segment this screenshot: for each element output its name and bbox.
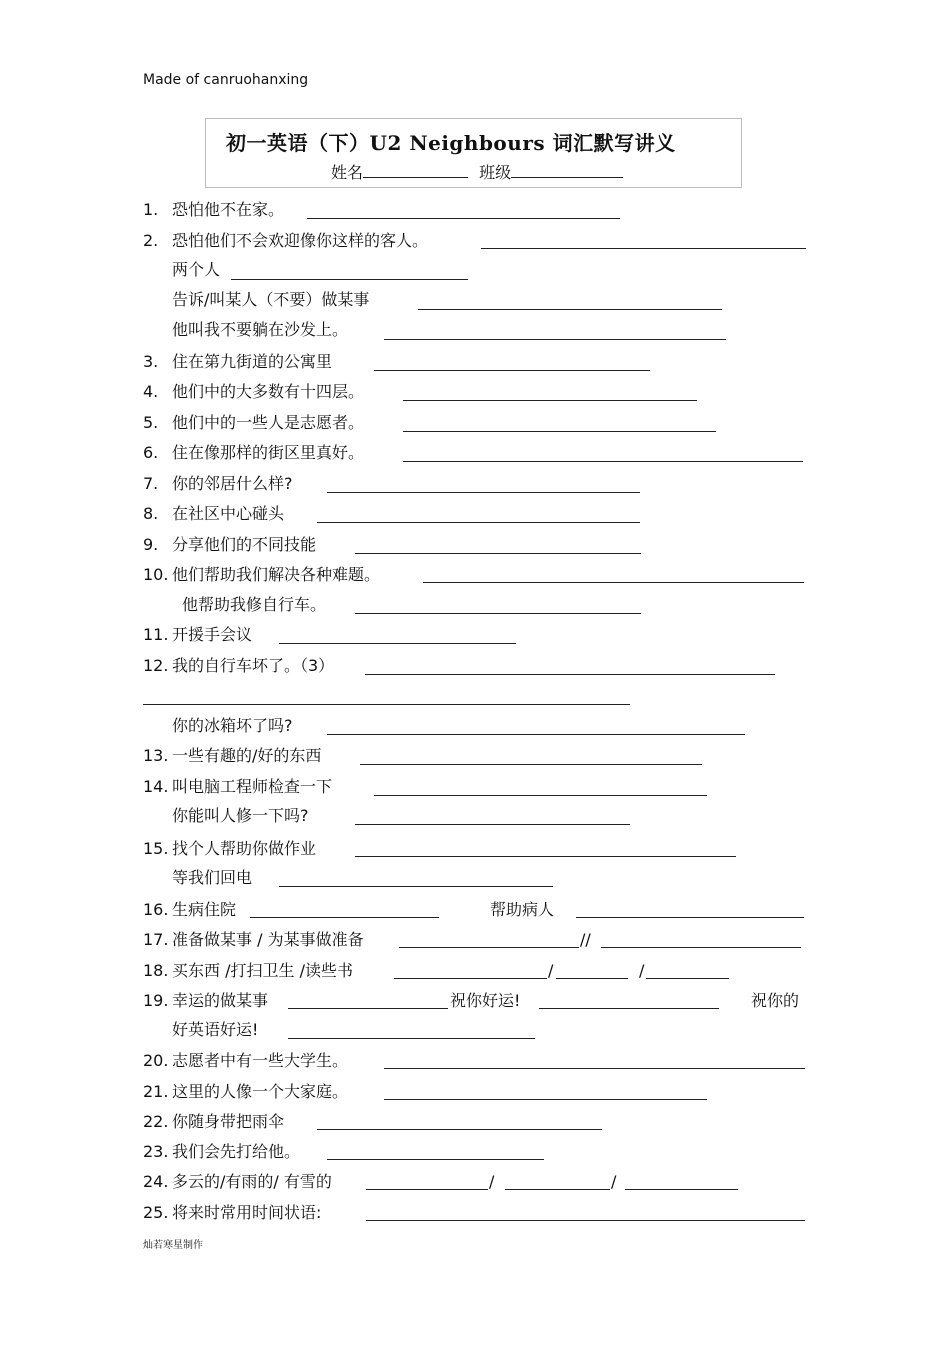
- answer-line[interactable]: [231, 279, 468, 280]
- item-number: 15.: [143, 839, 169, 858]
- answer-line[interactable]: [399, 947, 579, 948]
- item-number: 1.: [143, 200, 159, 219]
- item-prompt: 叫电脑工程师检查一下: [172, 777, 333, 796]
- item-prompt: 多云的/有雨的/ 有雪的: [172, 1172, 332, 1191]
- separator: //: [580, 930, 591, 949]
- answer-line[interactable]: [327, 1159, 544, 1160]
- answer-line[interactable]: [355, 856, 736, 857]
- item-number: 16.: [143, 900, 169, 919]
- item-prompt: 他们中的大多数有十四层。: [172, 382, 365, 401]
- item-prompt: 两个人: [172, 260, 221, 279]
- answer-line[interactable]: [355, 824, 630, 825]
- answer-line[interactable]: [288, 1038, 535, 1039]
- item-prompt: 我们会先打给他。: [172, 1142, 301, 1161]
- answer-line[interactable]: [384, 1068, 805, 1069]
- item-prompt: 告诉/叫某人（不要）做某事: [172, 290, 370, 309]
- answer-line[interactable]: [355, 613, 641, 614]
- answer-line[interactable]: [288, 1008, 448, 1009]
- item-number: 2.: [143, 231, 159, 250]
- item-number: 20.: [143, 1051, 169, 1070]
- answer-line[interactable]: [423, 582, 804, 583]
- answer-line[interactable]: [403, 431, 716, 432]
- answer-line[interactable]: [556, 978, 628, 979]
- item-prompt: 这里的人像一个大家庭。: [172, 1082, 349, 1101]
- item-number: 25.: [143, 1203, 169, 1222]
- item-prompt: 生病住院: [172, 900, 237, 919]
- separator: /: [611, 1172, 617, 1191]
- answer-line[interactable]: [374, 370, 650, 371]
- item-prompt: 志愿者中有一些大学生。: [172, 1051, 349, 1070]
- answer-line[interactable]: [279, 643, 516, 644]
- item-number: 13.: [143, 746, 169, 765]
- item-prompt: 分享他们的不同技能: [172, 535, 317, 554]
- item-prompt: 他们帮助我们解决各种难题。: [172, 565, 381, 584]
- item-number: 5.: [143, 413, 159, 432]
- item-prompt: 住在第九街道的公寓里: [172, 352, 333, 371]
- item-prompt: 他们中的一些人是志愿者。: [172, 413, 365, 432]
- answer-line[interactable]: [279, 886, 553, 887]
- answer-line[interactable]: [601, 947, 801, 948]
- answer-line[interactable]: [143, 704, 630, 705]
- answer-line[interactable]: [360, 764, 702, 765]
- answer-line[interactable]: [384, 1099, 707, 1100]
- separator: /: [639, 961, 645, 980]
- item-prompt: 恐怕他们不会欢迎像你这样的客人。: [172, 231, 429, 250]
- name-label: 姓名: [331, 163, 364, 182]
- answer-line[interactable]: [625, 1189, 738, 1190]
- item-prompt: 祝你好运!: [450, 991, 521, 1010]
- answer-line[interactable]: [394, 978, 547, 979]
- item-prompt: 住在像那样的街区里真好。: [172, 443, 365, 462]
- item-number: 24.: [143, 1172, 169, 1191]
- answer-line[interactable]: [481, 248, 806, 249]
- item-prompt: 他叫我不要躺在沙发上。: [172, 320, 349, 339]
- item-number: 4.: [143, 382, 159, 401]
- answer-line[interactable]: [418, 309, 722, 310]
- answer-line[interactable]: [307, 218, 620, 219]
- answer-line[interactable]: [250, 917, 439, 918]
- item-prompt: 我的自行车坏了。（3）: [172, 656, 335, 675]
- answer-line[interactable]: [327, 492, 640, 493]
- answer-line[interactable]: [317, 522, 640, 523]
- item-prompt: 祝你的: [751, 991, 800, 1010]
- item-number: 18.: [143, 961, 169, 980]
- item-prompt: 你随身带把雨伞: [172, 1112, 285, 1131]
- item-number: 22.: [143, 1112, 169, 1131]
- answer-line[interactable]: [505, 1189, 610, 1190]
- item-prompt: 准备做某事 / 为某事做准备: [172, 930, 364, 949]
- item-number: 7.: [143, 474, 159, 493]
- item-number: 21.: [143, 1082, 169, 1101]
- answer-line[interactable]: [366, 1220, 805, 1221]
- answer-line[interactable]: [327, 734, 745, 735]
- item-prompt: 恐怕他不在家。: [172, 200, 285, 219]
- item-prompt: 找个人帮助你做作业: [172, 839, 317, 858]
- item-prompt: 好英语好运!: [172, 1020, 259, 1039]
- item-prompt: 他帮助我修自行车。: [182, 595, 327, 614]
- class-label: 班级: [479, 163, 512, 182]
- answer-line[interactable]: [384, 339, 726, 340]
- item-prompt: 一些有趣的/好的东西: [172, 746, 322, 765]
- name-blank[interactable]: [363, 163, 468, 178]
- answer-line[interactable]: [403, 461, 803, 462]
- item-prompt: 幸运的做某事: [172, 991, 269, 1010]
- answer-line[interactable]: [355, 553, 641, 554]
- item-number: 17.: [143, 930, 169, 949]
- item-number: 3.: [143, 352, 159, 371]
- item-prompt: 等我们回电: [172, 868, 253, 887]
- separator: /: [548, 961, 554, 980]
- item-number: 12.: [143, 656, 169, 675]
- answer-line[interactable]: [365, 674, 775, 675]
- item-number: 10.: [143, 565, 169, 584]
- class-blank[interactable]: [511, 163, 623, 178]
- item-prompt: 开援手会议: [172, 625, 253, 644]
- answer-line[interactable]: [403, 400, 697, 401]
- title-box: [205, 118, 742, 188]
- item-number: 8.: [143, 504, 159, 523]
- item-number: 9.: [143, 535, 159, 554]
- item-prompt: 你的邻居什么样?: [172, 474, 293, 493]
- answer-line[interactable]: [646, 978, 729, 979]
- item-prompt: 帮助病人: [490, 900, 555, 919]
- worksheet-title: 初一英语（下）U2 Neighbours 词汇默写讲义: [226, 131, 676, 155]
- item-number: 19.: [143, 991, 169, 1010]
- item-prompt: 你能叫人修一下吗?: [172, 806, 309, 825]
- answer-line[interactable]: [317, 1129, 602, 1130]
- footer-credit: 灿若寒星制作: [143, 1240, 203, 1251]
- item-number: 14.: [143, 777, 169, 796]
- item-number: 23.: [143, 1142, 169, 1161]
- answer-line[interactable]: [374, 795, 707, 796]
- name-class-row: [331, 160, 623, 183]
- item-prompt: 你的冰箱坏了吗?: [172, 716, 293, 735]
- item-number: 6.: [143, 443, 159, 462]
- made-by-header: Made of canruohanxing: [143, 72, 309, 88]
- item-prompt: 将来时常用时间状语:: [172, 1203, 322, 1222]
- item-prompt: 买东西 /打扫卫生 /读些书: [172, 961, 353, 980]
- answer-line[interactable]: [539, 1008, 719, 1009]
- answer-line[interactable]: [576, 917, 804, 918]
- separator: /: [489, 1172, 495, 1191]
- item-number: 11.: [143, 625, 169, 644]
- item-prompt: 在社区中心碰头: [172, 504, 285, 523]
- answer-line[interactable]: [366, 1189, 488, 1190]
